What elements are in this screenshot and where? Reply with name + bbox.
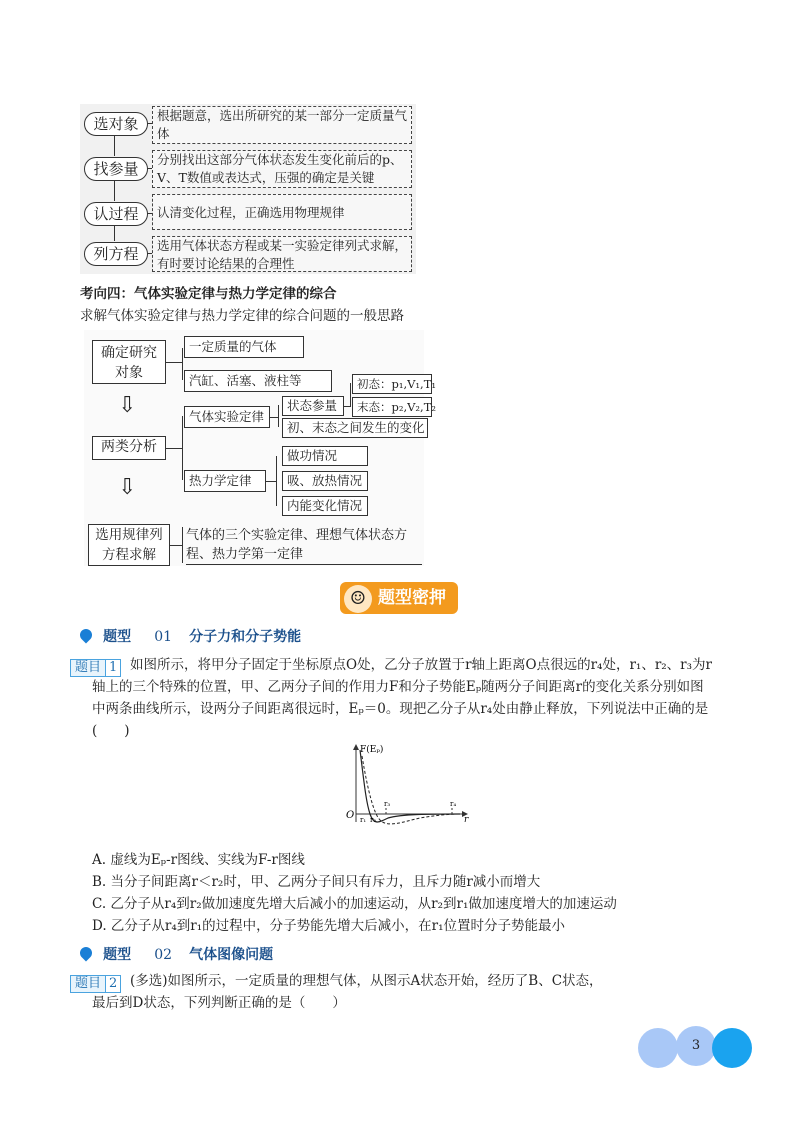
q1-tag-label: 题目 xyxy=(70,659,106,677)
flow2-obj-gas: 一定质量的气体 xyxy=(184,336,304,358)
flow1-note-1: 根据题意，选出所研究的某一部分一定质量气体 xyxy=(152,106,412,144)
flow2-obj-container: 汽缸、活塞、液柱等 xyxy=(184,370,332,392)
graph-r3: r₃ xyxy=(384,800,391,808)
q2-tag-num: 2 xyxy=(105,975,121,993)
page-decor-circle xyxy=(638,1028,678,1068)
type1-header xyxy=(80,626,301,648)
flow2-thermo-work: 做功情况 xyxy=(282,446,368,466)
flow2-left-solve xyxy=(88,524,170,566)
flow2-thermo-law: 热力学定律 xyxy=(184,470,266,492)
flow2-laws-label: 气体的三个实验定律、理想气体状态方程、热力学第一定律 xyxy=(186,528,408,562)
q1-line-2: 轴上的三个特殊的位置，甲、乙两分子间的作用力F和分子势能Eₚ随两分子间距离r的变化关系分别如图 xyxy=(92,679,704,695)
q2-tag-label: 题目 xyxy=(70,975,106,993)
flow1-note-2: 分别找出这部分气体状态发生变化前后的p、V、T数值或表达式，压强的确定是关键 xyxy=(152,150,412,188)
flow1-note-3: 认清变化过程，正确选用物理规律 xyxy=(152,194,412,230)
flow2-bracket xyxy=(276,456,277,506)
location-pin-icon xyxy=(78,627,95,644)
flow2-bracket xyxy=(170,545,182,546)
flow2-left-object xyxy=(92,340,166,384)
flow2-thermo-energy: 内能变化情况 xyxy=(282,496,368,516)
q1-option-d: D. 乙分子从r₄到r₁的过程中，分子势能先增大后减小，在r₁位置时分子势能最小 xyxy=(92,918,566,934)
page-number: 3 xyxy=(691,1038,701,1053)
flow2-bracket xyxy=(166,448,182,449)
q1-option-a: A. 虚线为Eₚ-r图线、实线为F-r图线 xyxy=(92,852,305,868)
flow2-bracket xyxy=(166,362,182,363)
flow1-step-2: 找参量 xyxy=(84,157,148,181)
graph-ylabel: F(Eₚ) xyxy=(360,745,384,755)
flow1-arrow-line xyxy=(114,181,115,201)
q1-line-1: 如图所示，将甲分子固定于坐标原点O处，乙分子放置于r轴上距离O点很远的r₄处，r₁、r₂、r₃为r xyxy=(130,657,713,673)
flow1-step-4: 列方程 xyxy=(84,242,148,266)
teacher-avatar-icon: ☺ xyxy=(344,585,372,613)
q1-option-b: B. 当分子间距离r＜r₂时，甲、乙两分子间只有斥力，且斥力随r减小而增大 xyxy=(92,874,541,890)
type1-label: 题型 xyxy=(103,629,132,645)
flow2-bracket xyxy=(182,348,183,380)
graph-xlabel: r xyxy=(464,815,469,825)
flow1-step-3: 认过程 xyxy=(84,202,148,226)
flow2-final-state: 末态：p₂,V₂,T₂ xyxy=(352,397,432,417)
flow1-step-1: 选对象 xyxy=(84,112,148,136)
page-number-circle xyxy=(676,1026,716,1066)
flow2-left-solve-label: 选用规律列方程求解 xyxy=(95,527,163,563)
location-pin-icon xyxy=(78,945,95,962)
down-arrow-icon: ⇩ xyxy=(118,393,137,418)
type1-num: 01 xyxy=(154,629,173,645)
flow2-thermo-heat: 吸、放热情况 xyxy=(282,471,368,491)
q1-line-3: 中两条曲线所示，设两分子间距离很远时，Eₚ＝0。现把乙分子从r₄处由静止释放，下列说法中正确的是 xyxy=(92,701,709,717)
force-potential-graph xyxy=(340,742,472,828)
section-title: 考向四：气体实验定律与热力学定律的综合 xyxy=(80,286,337,302)
flow2-left-object-label: 确定研究对象 xyxy=(101,345,157,381)
q2-tag xyxy=(70,972,121,993)
flow2-bracket xyxy=(278,405,279,427)
type1-name: 分子力和分子势能 xyxy=(189,629,302,645)
flow2-bracket xyxy=(182,416,183,480)
type2-num: 02 xyxy=(154,947,173,963)
graph-r2: r₂ xyxy=(370,816,377,824)
flow1-note-4: 选用气体状态方程或某一实验定律列式求解，有时要讨论结果的合理性 xyxy=(152,236,412,272)
q2-line-2: 最后到D状态，下列判断正确的是（ ） xyxy=(92,995,346,1011)
flow2-bracket xyxy=(270,417,278,418)
graph-r1: r₁ xyxy=(360,816,367,824)
flow2-gas-law: 气体实验定律 xyxy=(184,406,270,428)
type2-label: 题型 xyxy=(103,947,132,963)
q1-option-c: C. 乙分子从r₄到r₂做加速度先增大后减小的加速运动，从r₂到r₁做加速度增大的加速运动 xyxy=(92,896,617,912)
flow2-left-analysis: 两类分析 xyxy=(92,436,166,460)
q1-tag-num: 1 xyxy=(105,659,121,677)
flow2-laws-text xyxy=(186,526,422,565)
flow2-bracket xyxy=(266,481,276,482)
graph-origin: O xyxy=(346,810,355,821)
q1-line-4: ( ) xyxy=(92,723,130,739)
q1-tag xyxy=(70,656,121,677)
down-arrow-icon: ⇩ xyxy=(118,475,137,500)
flow1-arrow-line xyxy=(114,226,115,241)
section-subtitle: 求解气体实验定律与热力学定律的综合问题的一般思路 xyxy=(80,308,404,324)
q2-line-1: (多选)如图所示，一定质量的理想气体，从图示A状态开始，经历了B、C状态， xyxy=(130,973,603,989)
type2-name: 气体图像问题 xyxy=(189,947,274,963)
flow2-bracket xyxy=(350,383,351,407)
flow2-bracket xyxy=(182,527,183,563)
flow1-arrow-line xyxy=(114,136,115,156)
flow2-initial-state: 初态：p₁,V₁,T₁ xyxy=(352,374,432,394)
type2-header xyxy=(80,944,273,966)
banner-title: 题型密押 xyxy=(378,588,446,608)
flow2-state-param: 状态参量 xyxy=(282,396,344,416)
flow2-change: 初、末态之间发生的变化 xyxy=(282,418,428,438)
y-arrow-icon xyxy=(353,744,359,750)
page-decor-circle xyxy=(712,1028,752,1068)
graph-r4: r₄ xyxy=(450,800,457,808)
